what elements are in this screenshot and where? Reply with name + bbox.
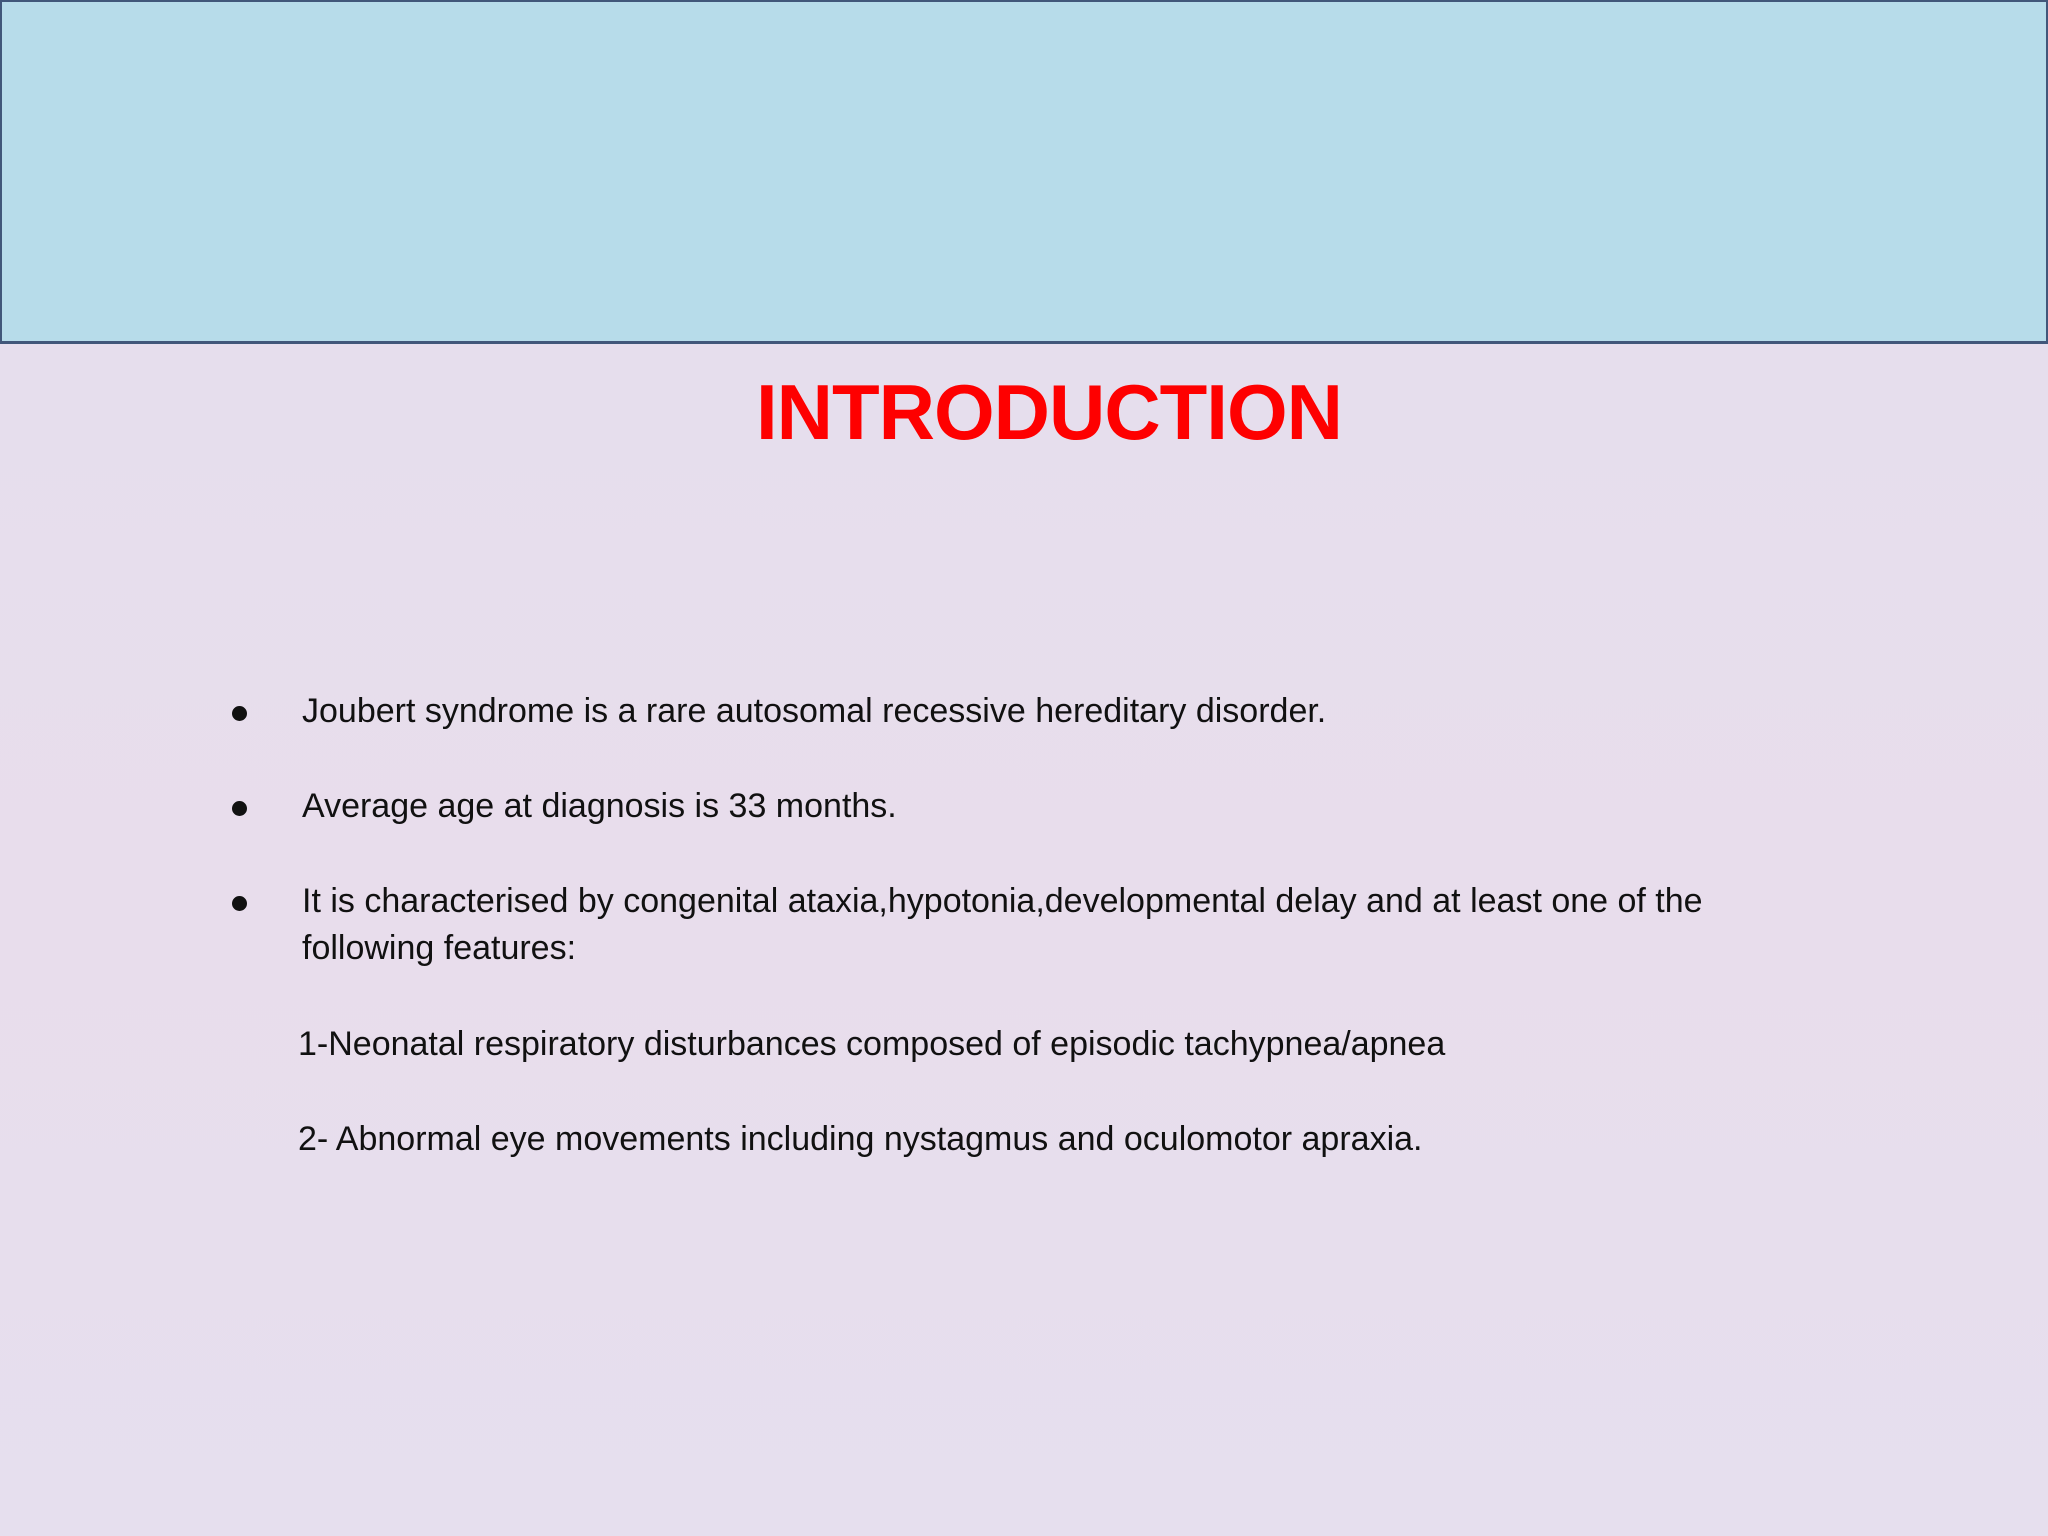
feature-item: 2- Abnormal eye movements including nystagmus and oculomotor apraxia. [298,1120,1423,1158]
header-band [0,0,2048,344]
bullet-text: It is characterised by congenital ataxia,hypotonia,developmental delay and at least one of the following features: [302,882,1703,967]
bullet-text: Joubert syndrome is a rare autosomal recessive hereditary disorder. [302,692,1327,730]
bullet-text: Average age at diagnosis is 33 months. [302,787,897,825]
bullet-icon [232,801,247,816]
feature-item: 1-Neonatal respiratory disturbances composed of episodic tachypnea/apnea [298,1025,1446,1063]
slide-title: INTRODUCTION [756,368,1342,456]
bullet-icon [232,896,247,911]
bullet-icon [232,706,247,721]
